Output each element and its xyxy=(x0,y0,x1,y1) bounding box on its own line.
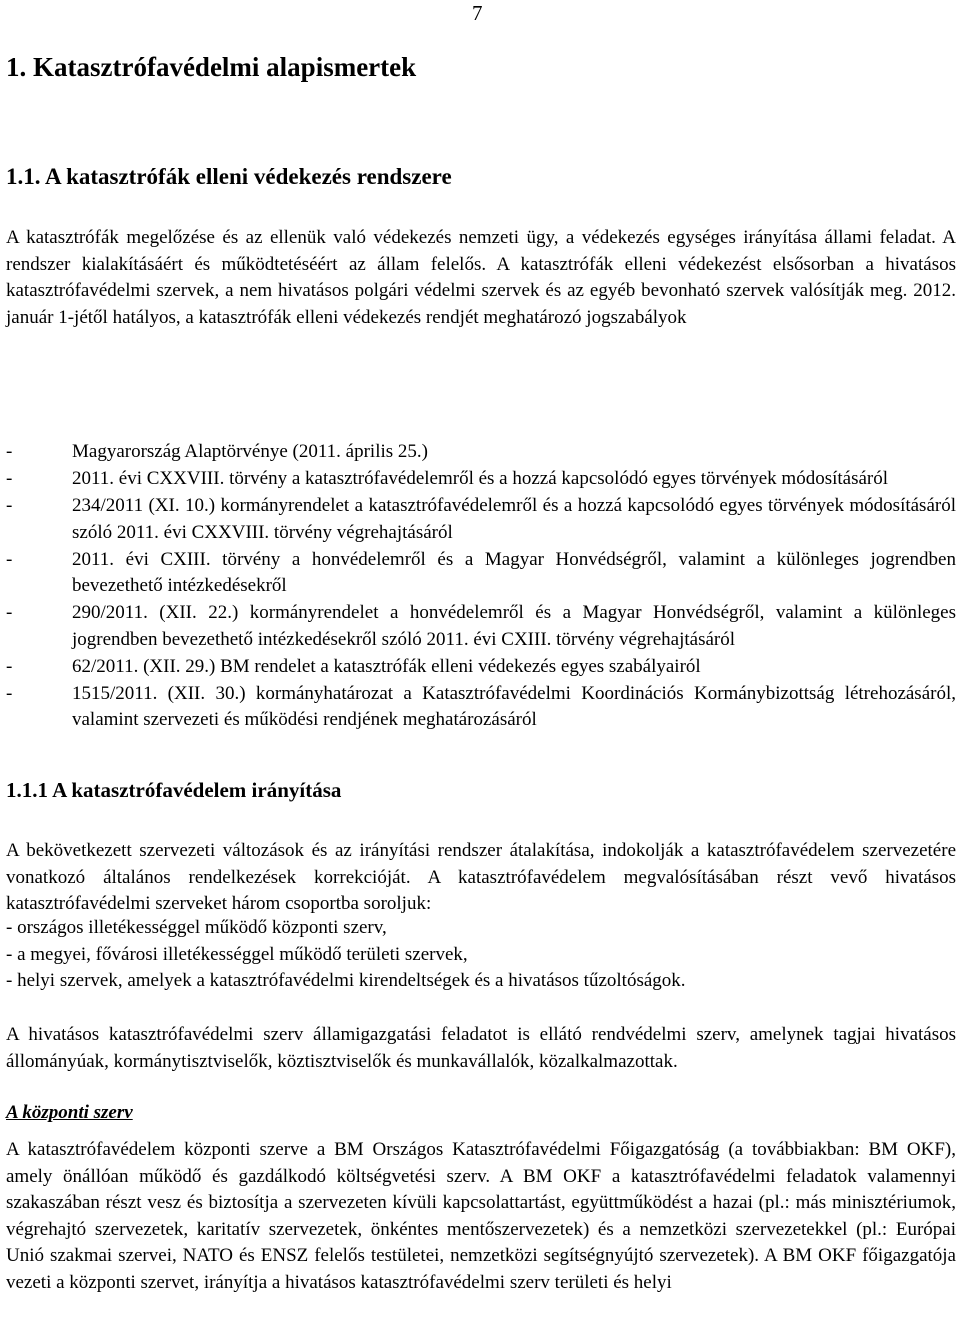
list-item xyxy=(6,681,956,734)
list-dash: - xyxy=(6,548,13,570)
section-heading: 1.1. A katasztrófák elleni védekezés rendszere xyxy=(6,164,452,189)
list-item-text: 1515/2011. (XII. 30.) kormányhatározat a Katasztrófavédelmi Koordinációs Kormánybizottság létrehozásáról, valamint szervezeti és működési rendjének meghatározásáról xyxy=(72,682,956,730)
list-item xyxy=(6,493,956,546)
central-organ-heading: A központi szerv xyxy=(6,1102,133,1123)
list-dash: - xyxy=(6,655,13,677)
list-item xyxy=(6,654,956,681)
list-dash: - xyxy=(6,495,13,516)
list-item: - a megyei, fővárosi illetékességgel működő területi szervek, xyxy=(6,943,468,965)
list-item-text: 234/2011 (XI. 10.) kormányrendelet a katasztrófavédelemről és a hozzá kapcsolódó egyes törvények módosításáról szóló 2011. évi CXXVIII. törvény végrehajtásáról xyxy=(72,495,956,543)
subsection-heading: 1.1.1 A katasztrófavédelem irányítása xyxy=(6,778,342,802)
list-item xyxy=(6,600,956,653)
list-dash: - xyxy=(6,468,13,489)
law-list xyxy=(6,439,956,734)
direction-paragraph: A bekövetkezett szervezeti változások és az irányítási rendszer átalakítása, indokolják a katasztrófavédelem szervezetére vonatkozó általános rendelkezések korrekcióját. A katasztrófavédelem megvalósításában részt vevő hivatásos katasztrófavédelmi szerveket három csoportba soroljuk: xyxy=(6,840,956,914)
list-item-text: 290/2011. (XII. 22.) kormányrendelet a honvédelemről és a Magyar Honvédségről, valamint a különleges jogrendben bevezethető intézkedésekről szóló 2011. évi CXIII. törvény végrehajtásáról xyxy=(72,602,956,650)
list-item-text: 62/2011. (XII. 29.) BM rendelet a katasztrófák elleni védekezés egyes szabályairól xyxy=(72,655,701,677)
group-list xyxy=(6,915,956,995)
list-item: - helyi szervek, amelyek a katasztrófavédelmi kirendeltségek és a hivatásos tűzoltóságok. xyxy=(6,970,686,991)
list-item xyxy=(6,466,956,493)
authority-paragraph: A hivatásos katasztrófavédelmi szerv államigazgatási feladatot is ellátó rendvédelmi szerv, amelynek tagjai hivatásos állományúak, kormánytisztviselők, köztisztviselők és munkavállalók, közalkalmazottak. xyxy=(6,1024,956,1072)
list-item xyxy=(6,439,956,466)
list-item: - országos illetékességgel működő központi szerv, xyxy=(6,917,387,938)
list-dash: - xyxy=(6,682,13,704)
list-item-text: 2011. évi CXXVIII. törvény a katasztrófavédelemről és a hozzá kapcsolódó egyes törvények módosításáról xyxy=(72,468,889,489)
list-item xyxy=(6,547,956,600)
list-item-text: Magyarország Alaptörvénye (2011. április 25.) xyxy=(72,441,428,462)
intro-paragraph: A katasztrófák megelőzése és az ellenük való védekezés nemzeti ügy, a védekezés egységes irányítása állami feladat. A rendszer kialakításáért és működtetéséért az állam felelős. A katasztrófák elleni védekezést elsősorban a hivatásos katasztrófavédelmi szervek, a nem hivatásos polgári védelmi szervek és az egyéb bevonható szervek valósítják meg. 2012. január 1-jétől hatályos, a katasztrófák elleni védekezés rendjét meghatározó jogszabályok xyxy=(6,227,956,328)
chapter-heading: 1. Katasztrófavédelmi alapismertek xyxy=(6,52,417,82)
list-dash: - xyxy=(6,602,13,623)
list-dash: - xyxy=(6,441,13,462)
central-paragraph: A katasztrófavédelem központi szerve a BM Országos Katasztrófavédelmi Főigazgatóság (a továbbiakban: BM OKF), amely önállóan működő és gazdálkodó költségvetési szerv. A BM OKF a katasztrófavédelmi feladatok valamennyi szakaszában részt vesz és biztosítja a szervezeten kívüli kapcsolattartást, együttműködést a hazai (pl.: más minisztériumok, végrehajtó szervezetek, karitatív szervezetek, önkéntes mentőszervezetek) és a nemzetközi szervezetekkel (pl.: Európai Unió szakmai szervei, NATO és ENSZ felelős testületei, nemzetközi segítségnyújtó szervezetek). A BM OKF főigazgatója vezeti a központi szervet, irányítja a hivatásos katasztrófavédelmi szerv területi és helyi xyxy=(6,1139,956,1293)
page-number: 7 xyxy=(472,1,483,25)
list-item-text: 2011. évi CXIII. törvény a honvédelemről és a Magyar Honvédségről, valamint a különleges jogrendben bevezethető intézkedésekről xyxy=(72,548,956,596)
